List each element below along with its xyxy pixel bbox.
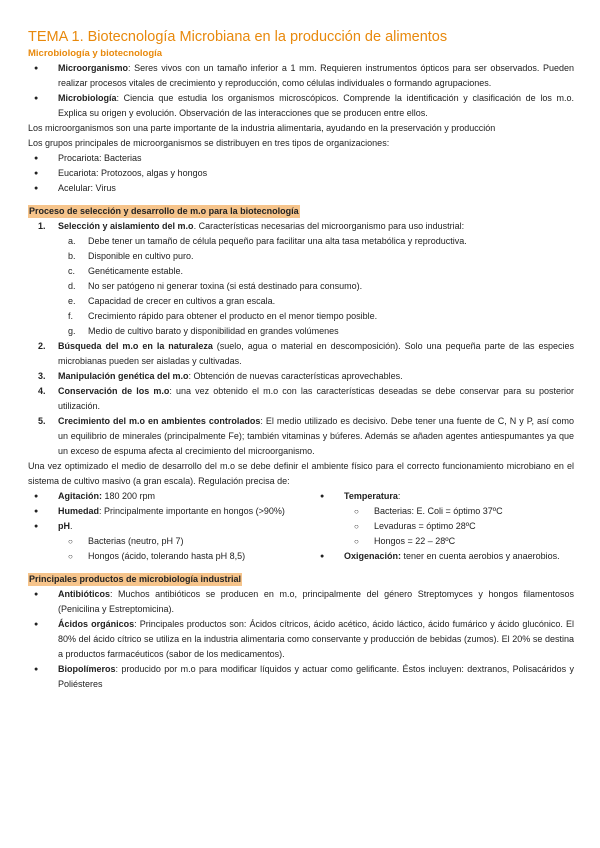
steps-list: [28, 219, 574, 459]
list-item: [28, 91, 574, 121]
term: Búsqueda del m.o en la naturaleza: [58, 341, 213, 351]
list-item: ● Procariota: Bacterias: [28, 151, 574, 166]
list-item: ● Ácidos orgánicos: Principales productos son: Ácidos cítricos, ácido acético, ácido láctico, ácido fumárico y ácido glucónico. El 80% del ácido cítrico se utiliza en la industria alimentaria como conservante y producción de bebidas (zumos). El 20% se destina a productos farmacéuticos (sabor de los medicamentos).: [28, 617, 574, 662]
step-item: 3. Manipulación genética del m.o: Obtención de nuevas características aprovechables.: [38, 371, 403, 381]
regulation-list-right: [314, 489, 574, 564]
list-item: ○ Hongos = 22 – 28ºC: [344, 534, 574, 549]
products-list: [28, 587, 574, 692]
list-item: b. Disponible en cultivo puro.: [68, 251, 194, 261]
list-item: ○ Levaduras = óptimo 28ºC: [344, 519, 574, 534]
list-item: ● pH. ○ Bacterias (neutro, pH 7) ○ Hongos (ácido, tolerando hasta pH 8,5): [28, 519, 300, 564]
list-item: ● Biopolímeros: producido por m.o para modificar líquidos y actuar como gelificante. Éstos incluyen: dextranos, Polisacáridos y Poliésteres: [28, 662, 574, 692]
list-item: ● Eucariota: Protozoos, algas y hongos: [28, 166, 574, 181]
regulation-list-left: [28, 489, 300, 564]
definitions-list: [28, 61, 574, 121]
paragraph: Una vez optimizado el medio de desarrollo del m.o se debe definir el ambiente físico para el correcto funcionamiento microbiano en el sistema de cultivo masivo (a gran escala). Regulación precisa de:: [28, 461, 574, 486]
term: Antibióticos: [58, 589, 110, 599]
definition: : Seres vivos con un tamaño inferior a 1 mm. Requieren instrumentos ópticos para ser observados. Pueden realizar procesos vitales de crecimiento y reproducción, como células individuales o formando agrupaciones.: [58, 63, 574, 88]
list-item: d. No ser patógeno ni generar toxina (si está destinado para consumo).: [68, 281, 363, 291]
step-item: [28, 219, 574, 339]
list-item: ● Acelular: Virus: [28, 181, 574, 196]
section-heading-productos: Principales productos de microbiología industrial: [29, 574, 242, 584]
list-item: ● Oxigenación: tener en cuenta aerobios y anaerobios.: [314, 549, 574, 564]
list-item: ● Antibióticos: Muchos antibióticos se producen en m.o, principalmente del género Streptomyces y hongos filamentosos (Penicilina y Estreptomicina).: [28, 587, 574, 617]
list-item: f. Crecimiento rápido para obtener el producto en el menor tiempo posible.: [68, 311, 378, 321]
step-number: 1.: [38, 221, 46, 231]
list-item: [28, 61, 574, 91]
term: Microbiología: [58, 93, 117, 103]
regulation-columns: [28, 489, 574, 564]
list-item: a. Debe tener un tamaño de célula pequeño para facilitar una alta tasa metabólica y reproductiva.: [68, 236, 467, 246]
list-item: ○ Bacterias: E. Coli = óptimo 37ºC: [344, 504, 574, 519]
term: Crecimiento del m.o en ambientes controlados: [58, 416, 261, 426]
list-item: ● Humedad: Principalmente importante en hongos (>90%): [28, 504, 300, 519]
term: Conservación de los m.o: [58, 386, 170, 396]
term: Microorganismo: [58, 63, 129, 73]
step-item: 2. Búsqueda del m.o en la naturaleza (suelo, agua o material en descomposición). Solo una pequeña parte de las especies microbianas pueden ser aisladas y cultivadas.: [38, 341, 574, 366]
step-item: 4. Conservación de los m.o: una vez obtenido el m.o con las características deseadas se debe conservar para su posterior utilización.: [38, 386, 574, 411]
term: Biopolímeros: [58, 664, 116, 674]
list-item: ● Temperatura: ○ Bacterias: E. Coli = óptimo 37ºC ○ Levaduras = óptimo 28ºC ○ Hongos = 22 – 28ºC: [314, 489, 574, 549]
document-page: [28, 28, 574, 692]
term: Selección y aislamiento del m.o: [58, 221, 194, 231]
step-item: 5. Crecimiento del m.o en ambientes controlados: El medio utilizado es decisivo. Debe tener una fuente de C, N y P, así como un equilibrio de minerales (principalmente Fe); también vitaminas y búferes. Además se añaden agentes antiespumantes ya que un exceso de espuma afecta al crecimiento del microorganismo.: [38, 416, 575, 456]
term: Ácidos orgánicos: [58, 619, 135, 629]
paragraph: Los grupos principales de microorganismos se distribuyen en tres tipos de organizaciones:: [28, 138, 390, 148]
definition: . Características necesarias del microorganismo para uso industrial:: [193, 221, 465, 231]
definition: : Ciencia que estudia los organismos microscópicos. Comprende la identificación y clasificación de los m.o. Explica su origen y evolución. Observación de las interacciones que se producen entre ellos.: [58, 93, 574, 118]
paragraph: Los microorganismos son una parte importante de la industria alimentaria, ayudando en la preservación y producción: [28, 123, 496, 133]
section-heading-proceso: Proceso de selección y desarrollo de m.o para la biotecnología: [29, 206, 299, 216]
page-title: TEMA 1. Biotecnología Microbiana en la producción de alimentos: [28, 29, 448, 45]
list-item: ● Agitación: 180 200 rpm: [28, 489, 300, 504]
list-item: g. Medio de cultivo barato y disponibilidad en grandes volúmenes: [68, 326, 339, 336]
section-heading-microbiologia: Microbiología y biotecnología: [28, 48, 163, 59]
term: Manipulación genética del m.o: [58, 371, 189, 381]
list-item: c. Genéticamente estable.: [68, 266, 184, 276]
list-item: e. Capacidad de crecer en cultivos a gran escala.: [68, 296, 276, 306]
list-item: ○ Bacterias (neutro, pH 7): [58, 534, 300, 549]
list-item: ○ Hongos (ácido, tolerando hasta pH 8,5): [58, 549, 300, 564]
groups-list: [28, 151, 574, 196]
requirements-list: [58, 234, 574, 339]
